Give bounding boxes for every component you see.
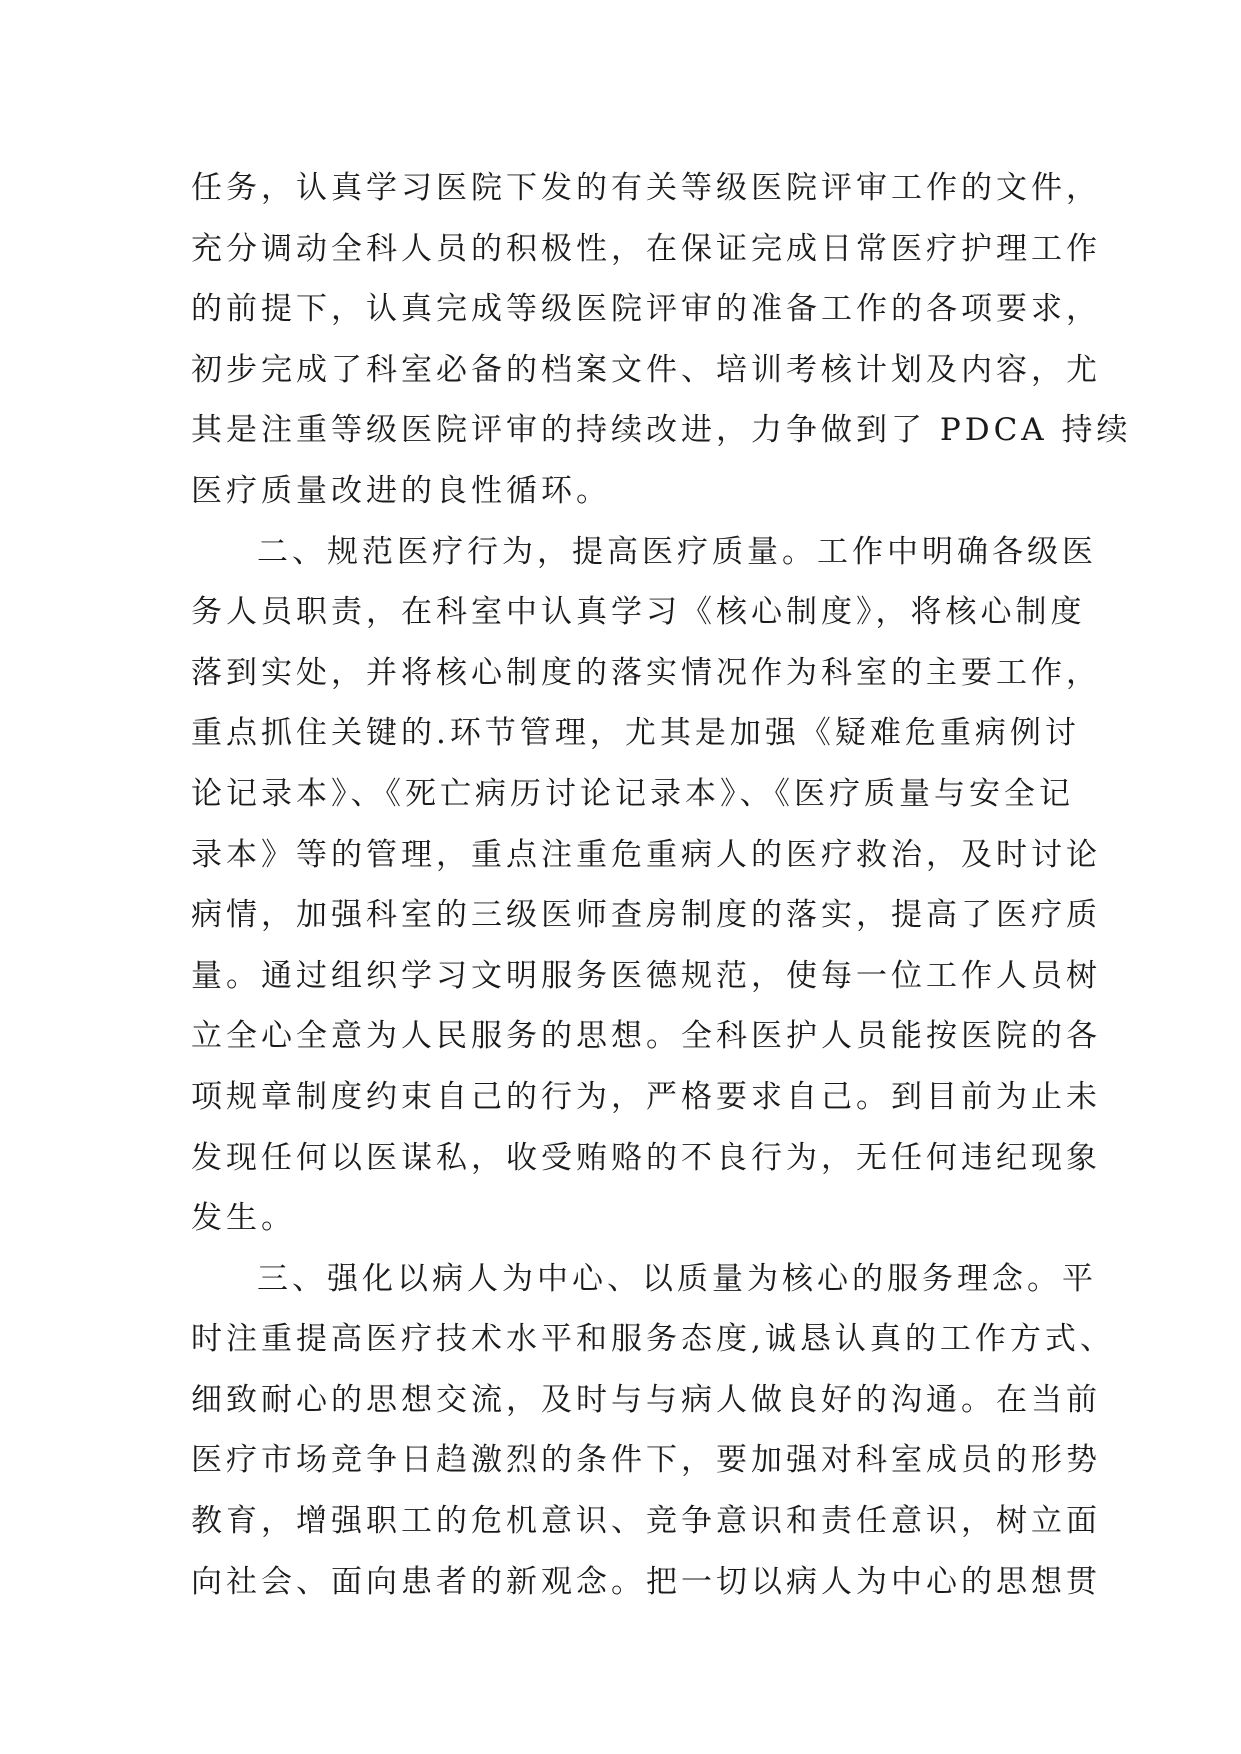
text-line: 录本》等的管理，重点注重危重病人的医疗救治，及时讨论 (191, 836, 1101, 873)
text-line: 务人员职责，在科室中认真学习《核心制度》，将核心制度 (191, 594, 1086, 631)
text-line: 病情，加强科室的三级医师查房制度的落实，提高了医疗质 (191, 897, 1101, 934)
text-line: 医疗质量改进的良性循环。 (191, 472, 611, 509)
text-line: 初步完成了科室必备的档案文件、培训考核计划及内容，尤 (191, 351, 1101, 388)
text-line: 的前提下，认真完成等级医院评审的准备工作的各项要求， (191, 291, 1101, 328)
text-line: 医疗市场竞争日趋激烈的条件下，要加强对科室成员的形势 (191, 1442, 1101, 1479)
text-line: 发生。 (191, 1200, 296, 1237)
text-line: 细致耐心的思想交流，及时与与病人做良好的沟通。在当前 (191, 1381, 1101, 1418)
section-heading-line: 二、规范医疗行为，提高医疗质量。工作中明确各级医 (257, 533, 1097, 570)
text-line: 其是注重等级医院评审的持续改进，力争做到了 PDCA 持续 (191, 412, 1132, 449)
text-line: 项规章制度约束自己的行为，严格要求自己。到目前为止未 (191, 1078, 1101, 1115)
text-line: 论记录本》、《死亡病历讨论记录本》、《医疗质量与安全记 (191, 775, 1074, 812)
text-line: 发现任何以医谋私，收受贿赂的不良行为，无任何违纪现象 (191, 1139, 1101, 1176)
text-line: 立全心全意为人民服务的思想。全科医护人员能按医院的各 (191, 1018, 1101, 1055)
text-line: 量。通过组织学习文明服务医德规范，使每一位工作人员树 (191, 957, 1101, 994)
text-line: 任务，认真学习医院下发的有关等级医院评审工作的文件， (191, 170, 1101, 206)
text-line: 教育，增强职工的危机意识、竞争意识和责任意识，树立面 (191, 1503, 1101, 1540)
text-line: 向社会、面向患者的新观念。把一切以病人为中心的思想贯 (191, 1563, 1101, 1600)
body-text (191, 158, 1132, 1612)
text-line: 充分调动全科人员的积极性，在保证完成日常医疗护理工作 (191, 230, 1101, 267)
text-line: 时注重提高医疗技术水平和服务态度,诚恳认真的工作方式、 (191, 1321, 1115, 1358)
text-line: 落到实处，并将核心制度的落实情况作为科室的主要工作， (191, 654, 1101, 691)
section-heading-line: 三、强化以病人为中心、以质量为核心的服务理念。平 (257, 1260, 1097, 1297)
text-line: 重点抓住关键的.环节管理，尤其是加强《疑难危重病例讨 (191, 715, 1080, 752)
